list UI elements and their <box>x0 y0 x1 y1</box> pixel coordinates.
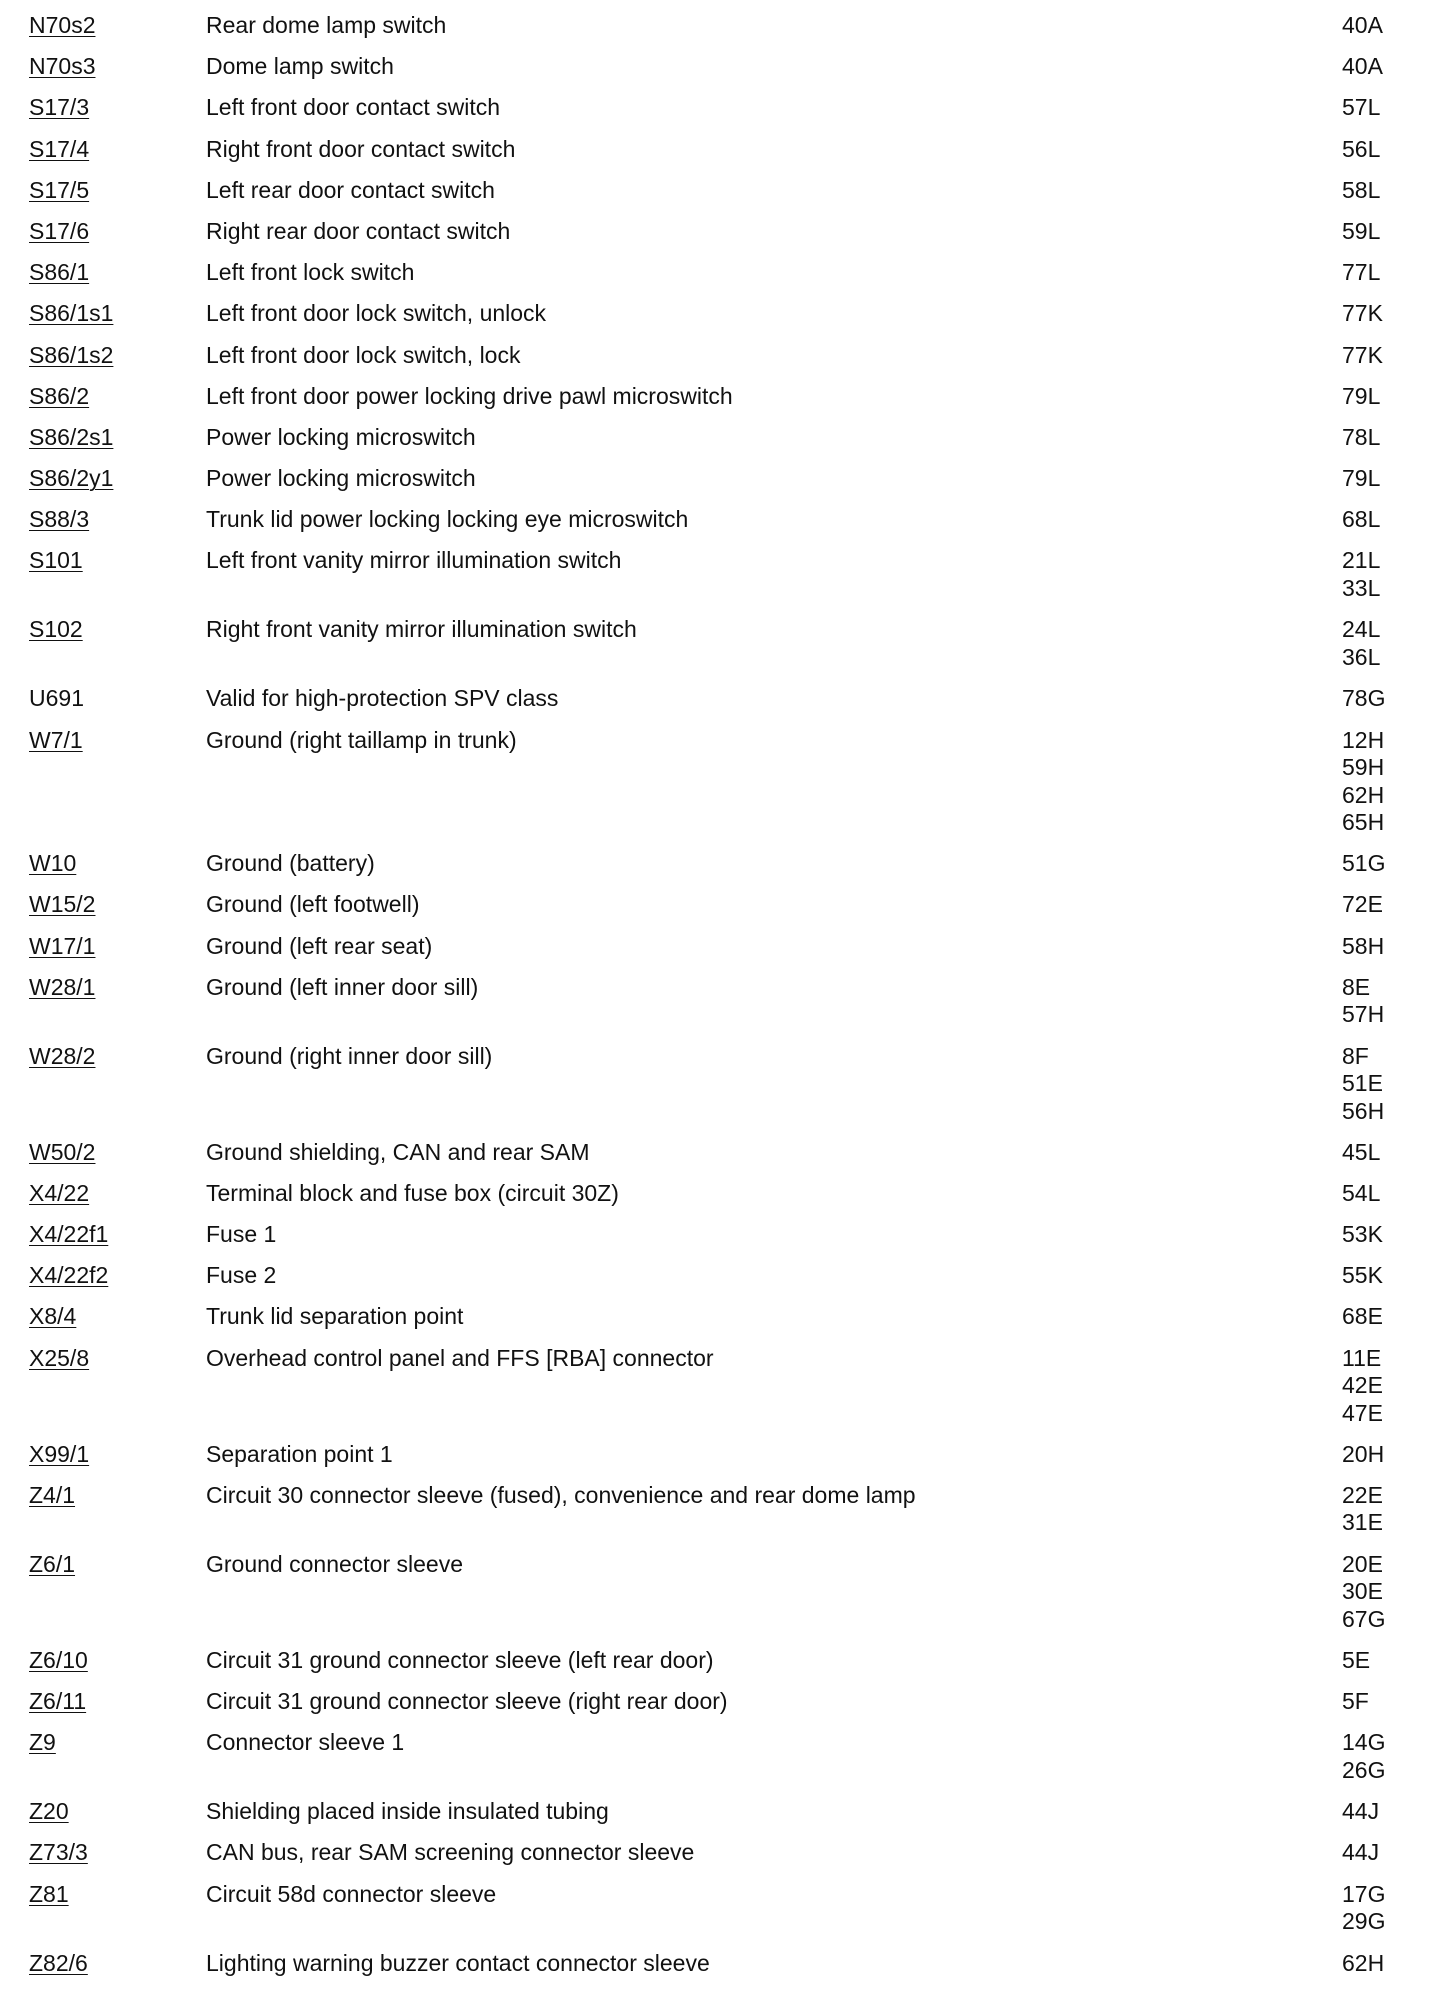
component-code: U691 <box>29 685 84 712</box>
component-code-link[interactable]: W15/2 <box>29 891 96 918</box>
grid-references <box>1342 506 1380 534</box>
table-row <box>0 300 1440 341</box>
grid-references <box>1342 1441 1384 1469</box>
component-code-link[interactable]: S101 <box>29 547 83 574</box>
grid-reference: 8E <box>1342 973 1371 1000</box>
grid-references <box>1342 1482 1383 1537</box>
grid-reference: 26G <box>1342 1756 1386 1783</box>
component-code-link[interactable]: S86/1s2 <box>29 341 114 368</box>
component-code-link[interactable]: W28/2 <box>29 1042 96 1069</box>
table-row <box>0 12 1440 53</box>
grid-references <box>1342 383 1380 411</box>
table-row <box>0 136 1440 177</box>
table-row <box>0 1839 1440 1880</box>
component-description: Ground (battery) <box>206 850 375 877</box>
grid-references <box>1342 1950 1384 1978</box>
grid-references <box>1342 1139 1380 1167</box>
component-legend-table <box>0 12 1440 1991</box>
component-code-link[interactable]: X4/22 <box>29 1179 90 1206</box>
component-code-link[interactable]: S86/2s1 <box>29 423 114 450</box>
component-code-link[interactable]: Z82/6 <box>29 1949 88 1976</box>
table-row <box>0 1482 1440 1551</box>
component-code-link[interactable]: W17/1 <box>29 932 96 959</box>
grid-reference: 51G <box>1342 850 1386 877</box>
component-code-link[interactable]: S86/2y1 <box>29 465 114 492</box>
grid-references <box>1342 1221 1383 1249</box>
component-code-link[interactable]: S102 <box>29 616 83 643</box>
component-code-link[interactable]: S88/3 <box>29 506 90 533</box>
grid-reference: 53K <box>1342 1221 1383 1248</box>
grid-reference: 20E <box>1342 1550 1383 1577</box>
table-row <box>0 383 1440 424</box>
table-row <box>0 685 1440 726</box>
grid-reference: 12H <box>1342 726 1385 753</box>
grid-references <box>1342 727 1384 837</box>
table-row <box>0 1551 1440 1647</box>
component-code-link[interactable]: Z9 <box>29 1729 56 1756</box>
grid-references <box>1342 53 1383 81</box>
component-description: Separation point 1 <box>206 1440 393 1467</box>
component-code-link[interactable]: W7/1 <box>29 726 83 753</box>
component-description: Connector sleeve 1 <box>206 1729 405 1756</box>
grid-references <box>1342 12 1383 40</box>
table-row <box>0 259 1440 300</box>
table-row <box>0 94 1440 135</box>
component-code-link[interactable]: Z81 <box>29 1880 69 1907</box>
component-description: Right front door contact switch <box>206 135 516 162</box>
table-row <box>0 727 1440 851</box>
grid-reference: 29G <box>1342 1908 1386 1935</box>
table-row <box>0 424 1440 465</box>
grid-reference: 79L <box>1342 382 1381 409</box>
grid-references <box>1342 465 1380 493</box>
grid-reference: 77K <box>1342 300 1383 327</box>
component-description: Power locking microswitch <box>206 423 476 450</box>
grid-references <box>1342 424 1380 452</box>
grid-reference: 40A <box>1342 12 1383 38</box>
component-description: Left front lock switch <box>206 259 415 286</box>
component-code-link[interactable]: X8/4 <box>29 1303 77 1330</box>
grid-reference: 79L <box>1342 465 1381 492</box>
grid-references <box>1342 259 1380 287</box>
grid-reference: 67G <box>1342 1606 1386 1632</box>
grid-references <box>1342 1262 1383 1290</box>
grid-reference: 5F <box>1342 1688 1369 1714</box>
grid-reference: 45L <box>1342 1138 1381 1165</box>
component-description: Circuit 31 ground connector sleeve (right rear door) <box>206 1688 728 1714</box>
table-row <box>0 547 1440 616</box>
grid-references <box>1342 1303 1383 1331</box>
component-description: Valid for high-protection SPV class <box>206 685 559 712</box>
component-description: Ground (left footwell) <box>206 891 420 918</box>
component-description: Fuse 1 <box>206 1221 277 1248</box>
grid-references <box>1342 342 1383 370</box>
grid-references <box>1342 1551 1385 1634</box>
component-description: Trunk lid power locking locking eye microswitch <box>206 506 689 533</box>
grid-reference: 58H <box>1342 932 1385 959</box>
grid-reference: 78G <box>1342 685 1386 712</box>
grid-reference: 5E <box>1342 1646 1371 1673</box>
grid-reference: 22E <box>1342 1481 1383 1508</box>
grid-reference: 47E <box>1342 1399 1383 1426</box>
component-description: Left front door power locking drive pawl microswitch <box>206 382 733 409</box>
grid-reference: 56L <box>1342 135 1381 162</box>
grid-references <box>1342 547 1380 602</box>
grid-references <box>1342 1798 1379 1826</box>
table-row <box>0 342 1440 383</box>
component-code-link[interactable]: N70s2 <box>29 12 96 38</box>
grid-reference: 11E <box>1342 1344 1382 1371</box>
grid-reference: 24L <box>1342 616 1381 643</box>
grid-reference: 55K <box>1342 1262 1383 1289</box>
grid-reference: 30E <box>1342 1578 1383 1605</box>
grid-reference: 36L <box>1342 644 1381 671</box>
grid-references <box>1342 218 1380 246</box>
component-code-link[interactable]: Z6/11 <box>29 1688 87 1714</box>
component-code-link[interactable]: N70s3 <box>29 53 96 80</box>
component-code-link[interactable]: S86/2 <box>29 382 90 409</box>
grid-references <box>1342 1345 1383 1428</box>
grid-references <box>1342 1647 1370 1675</box>
table-row <box>0 1688 1440 1729</box>
grid-references <box>1342 891 1383 919</box>
grid-reference: 57L <box>1342 94 1381 121</box>
grid-reference: 44J <box>1342 1798 1380 1825</box>
grid-reference: 58L <box>1342 176 1381 203</box>
component-code-link[interactable]: S17/5 <box>29 176 90 203</box>
component-code-link[interactable]: S17/3 <box>29 94 90 121</box>
component-description: Dome lamp switch <box>206 53 394 80</box>
component-code-link[interactable]: X4/22f2 <box>29 1262 109 1289</box>
grid-references <box>1342 933 1384 961</box>
grid-reference: 31E <box>1342 1509 1383 1536</box>
grid-reference: 17G <box>1342 1880 1386 1907</box>
component-description: Ground (right taillamp in trunk) <box>206 726 517 753</box>
grid-references <box>1342 685 1385 713</box>
table-row <box>0 1729 1440 1798</box>
grid-reference: 68E <box>1342 1303 1383 1330</box>
table-row <box>0 465 1440 506</box>
grid-reference: 57H <box>1342 1001 1385 1028</box>
component-description: Fuse 2 <box>206 1262 277 1289</box>
table-row <box>0 1180 1440 1221</box>
component-description: Terminal block and fuse box (circuit 30Z) <box>206 1179 619 1206</box>
component-code-link[interactable]: W50/2 <box>29 1138 96 1165</box>
grid-reference: 59L <box>1342 217 1381 244</box>
component-code-link[interactable]: Z20 <box>29 1798 69 1825</box>
grid-references <box>1342 136 1380 164</box>
table-row <box>0 1139 1440 1180</box>
component-code-link[interactable]: Z6/1 <box>29 1550 76 1577</box>
component-description: Circuit 30 connector sleeve (fused), convenience and rear dome lamp <box>206 1481 916 1508</box>
grid-references <box>1342 177 1380 205</box>
component-description: Overhead control panel and FFS [RBA] connector <box>206 1344 714 1371</box>
component-code-link[interactable]: W10 <box>29 850 77 877</box>
grid-reference: 44J <box>1342 1839 1380 1866</box>
component-code-link[interactable]: S17/4 <box>29 135 90 162</box>
grid-references <box>1342 94 1380 122</box>
component-description: Circuit 31 ground connector sleeve (left rear door) <box>206 1646 714 1673</box>
component-description: Lighting warning buzzer contact connector sleeve <box>206 1949 710 1976</box>
grid-references <box>1342 974 1384 1029</box>
grid-references <box>1342 300 1383 328</box>
grid-reference: 14G <box>1342 1729 1386 1756</box>
grid-references <box>1342 1043 1384 1126</box>
grid-references <box>1342 1881 1385 1936</box>
component-code-link[interactable]: S86/1s1 <box>29 300 114 327</box>
table-row <box>0 891 1440 932</box>
table-row <box>0 974 1440 1043</box>
component-description: Trunk lid separation point <box>206 1303 464 1330</box>
component-description: Power locking microswitch <box>206 465 476 492</box>
table-row <box>0 1221 1440 1262</box>
component-description: Ground (left inner door sill) <box>206 973 479 1000</box>
component-code-link[interactable]: W28/1 <box>29 973 96 1000</box>
table-row <box>0 1798 1440 1839</box>
component-code-link[interactable]: Z73/3 <box>29 1839 88 1866</box>
grid-references <box>1342 1729 1385 1784</box>
grid-reference: 56H <box>1342 1097 1385 1124</box>
component-description: Ground connector sleeve <box>206 1550 463 1577</box>
component-code-link[interactable]: S86/1 <box>29 259 90 286</box>
grid-reference: 59H <box>1342 754 1385 781</box>
component-description: Ground (left rear seat) <box>206 932 433 959</box>
component-description: Circuit 58d connector sleeve <box>206 1880 497 1907</box>
component-description: Ground (right inner door sill) <box>206 1042 493 1069</box>
grid-references <box>1342 1180 1380 1208</box>
table-row <box>0 1441 1440 1482</box>
component-code-link[interactable]: S17/6 <box>29 217 90 244</box>
table-row <box>0 218 1440 259</box>
grid-reference: 21L <box>1342 547 1381 574</box>
grid-reference: 42E <box>1342 1372 1383 1399</box>
component-description: CAN bus, rear SAM screening connector sleeve <box>206 1839 695 1866</box>
table-row <box>0 933 1440 974</box>
grid-references <box>1342 1688 1369 1716</box>
component-code-link[interactable]: Z6/10 <box>29 1646 88 1673</box>
component-code-link[interactable]: X99/1 <box>29 1440 90 1467</box>
table-row <box>0 850 1440 891</box>
grid-reference: 51E <box>1342 1070 1383 1097</box>
table-row <box>0 1881 1440 1950</box>
component-description: Left front door lock switch, unlock <box>206 300 547 327</box>
grid-reference: 20H <box>1342 1440 1385 1467</box>
component-code-link[interactable]: X4/22f1 <box>29 1221 109 1248</box>
component-description: Left front door lock switch, lock <box>206 341 521 368</box>
component-description: Right rear door contact switch <box>206 217 511 244</box>
table-row <box>0 1647 1440 1688</box>
table-row <box>0 1303 1440 1344</box>
grid-reference: 78L <box>1342 423 1381 450</box>
grid-reference: 54L <box>1342 1179 1381 1206</box>
component-description: Right front vanity mirror illumination switch <box>206 616 637 643</box>
grid-reference: 40A <box>1342 53 1383 80</box>
grid-references <box>1342 1839 1379 1867</box>
grid-reference: 77K <box>1342 341 1383 368</box>
grid-reference: 77L <box>1342 259 1381 286</box>
table-row <box>0 1262 1440 1303</box>
component-code-link[interactable]: X25/8 <box>29 1344 90 1371</box>
grid-reference: 68L <box>1342 506 1381 533</box>
component-description: Left rear door contact switch <box>206 176 495 203</box>
grid-reference: 8F <box>1342 1042 1369 1069</box>
component-description: Left front vanity mirror illumination switch <box>206 547 622 574</box>
grid-references <box>1342 850 1385 878</box>
grid-reference: 65H <box>1342 809 1385 836</box>
grid-reference: 33L <box>1342 575 1381 602</box>
grid-reference: 62H <box>1342 781 1385 808</box>
component-description: Ground shielding, CAN and rear SAM <box>206 1138 590 1165</box>
table-row <box>0 616 1440 685</box>
table-row <box>0 177 1440 218</box>
grid-reference: 72E <box>1342 891 1383 918</box>
table-row <box>0 1950 1440 1991</box>
table-row <box>0 1345 1440 1441</box>
component-description: Rear dome lamp switch <box>206 12 447 38</box>
table-row <box>0 1043 1440 1139</box>
grid-references <box>1342 616 1380 671</box>
grid-reference: 62H <box>1342 1949 1385 1976</box>
component-description: Left front door contact switch <box>206 94 501 121</box>
component-description: Shielding placed inside insulated tubing <box>206 1798 609 1825</box>
table-row <box>0 53 1440 94</box>
component-code-link[interactable]: Z4/1 <box>29 1481 76 1508</box>
table-row <box>0 506 1440 547</box>
